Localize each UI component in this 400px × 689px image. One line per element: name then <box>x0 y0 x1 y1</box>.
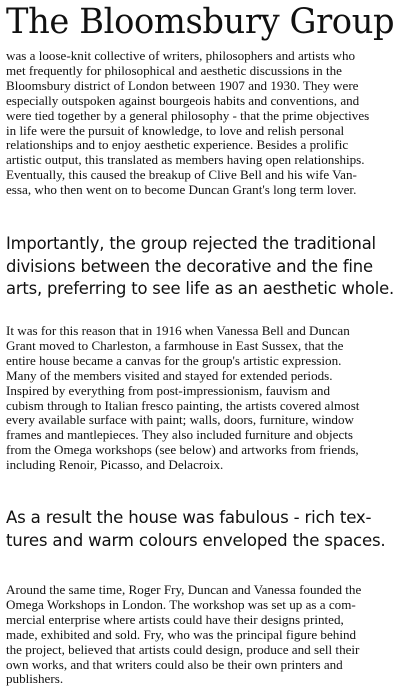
text-line: Eventually, this caused the breakup of Clive Bell and his wife Van- <box>6 167 357 183</box>
text-line: essa, who then went on to become Duncan Grant's long term lover. <box>6 182 357 198</box>
text-line: including Renoir, Picasso, and Delacroix. <box>6 457 224 473</box>
text-line: was a loose-knit collective of writers, philosophers and artists who <box>6 48 356 63</box>
text-line: Around the same time, Roger Fry, Duncan and Vanessa founded the <box>6 582 362 597</box>
text-line: Inspired by everything from post-impressionism, fauvism and <box>6 382 331 398</box>
article <box>6 0 395 687</box>
text-line: every available surface with paint; walls, doors, furniture, window <box>6 412 354 428</box>
paragraph-charleston <box>6 324 359 473</box>
text-line: met frequently for philosophical and aesthetic discussions in the <box>6 62 342 78</box>
text-line: Bloomsbury district of London between 1907 and 1930. They were <box>6 77 359 93</box>
quote-line: divisions between the decorative and the fine <box>6 256 373 276</box>
text-line: were tied together by a general philosophy - that the prime objectives <box>6 107 370 123</box>
text-line: It was for this reason that in 1916 when Vanessa Bell and Duncan <box>6 323 350 338</box>
text-line: from the Omega workshops (see below) and artworks from friends, <box>6 442 359 458</box>
text-line: relationships and to enjoy aesthetic experience. Besides a prolific <box>6 137 349 153</box>
text-line: in life were the pursuit of knowledge, to love and relish personal <box>6 122 345 138</box>
text-line: Many of the members visited and stayed for extended periods. <box>6 367 333 383</box>
page-title: The Bloomsbury Group <box>6 2 395 42</box>
pull-quote-decorative-arts <box>6 233 399 301</box>
text-line: mercial enterprise where artists could have their designs printed, <box>6 611 344 627</box>
paragraph-omega-workshops <box>6 583 361 687</box>
text-line: Omega Workshops in London. The workshop was set up as a com- <box>6 596 356 612</box>
text-line: frames and mantlepieces. They also included furniture and objects <box>6 427 353 443</box>
paragraph-intro <box>6 49 369 198</box>
text-line: publishers. <box>6 671 64 687</box>
text-line: especially outspoken against bourgeois habits and conventions, and <box>6 92 360 108</box>
quote-line: As a result the house was fabulous - rich tex- <box>6 508 372 527</box>
text-line: made, exhibited and sold. Fry, who was the principal figure behind <box>6 626 357 642</box>
text-line: own works, and that writers could also be their own printers and <box>6 656 343 672</box>
pull-quote-house <box>6 507 385 552</box>
quote-line: Importantly, the group rejected the traditional <box>6 234 376 253</box>
text-line: the project, believed that artists could design, produce and sell their <box>6 641 360 657</box>
text-line: cubism through to Italian fresco painting, the artists covered almost <box>6 397 360 413</box>
text-line: entire house became a canvas for the group's artistic expression. <box>6 352 342 368</box>
quote-line: tures and warm colours enveloped the spaces. <box>6 530 386 550</box>
quote-line: arts, preferring to see life as an aesthetic whole. <box>6 279 395 298</box>
text-line: Grant moved to Charleston, a farmhouse in East Sussex, that the <box>6 337 344 353</box>
text-line: artistic output, this translated as members having open relationships. <box>6 152 365 168</box>
